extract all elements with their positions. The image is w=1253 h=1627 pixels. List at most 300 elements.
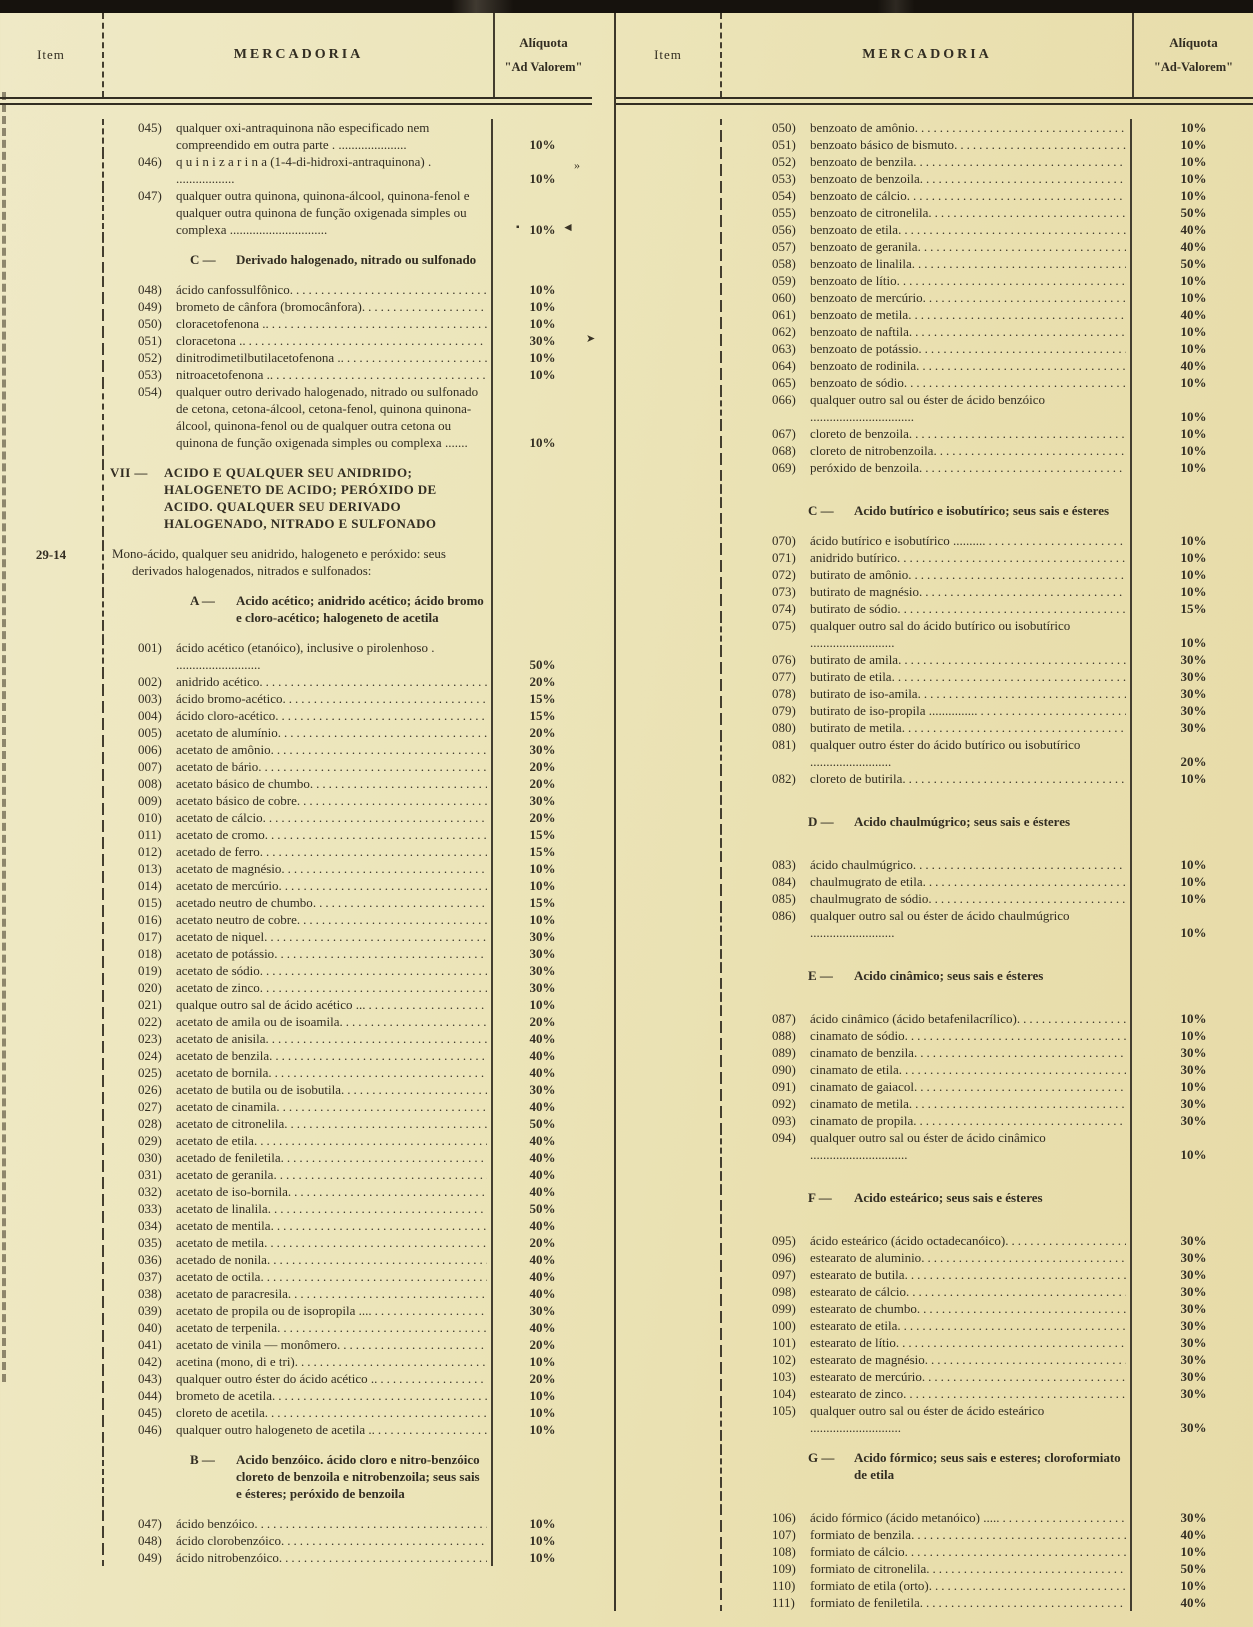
mercadoria-cell bbox=[722, 1496, 1132, 1509]
rate-value: 10% bbox=[1180, 771, 1207, 786]
rate-value: 50% bbox=[529, 1201, 556, 1216]
item-description: benzoato de mercúrio bbox=[810, 290, 923, 305]
item-row bbox=[0, 383, 592, 451]
spacer-row bbox=[616, 519, 1253, 532]
rate-value: 10% bbox=[1180, 273, 1207, 288]
rate-value: 10% bbox=[1180, 567, 1207, 582]
item-description: acetato de iso-bornila bbox=[176, 1184, 288, 1199]
mercadoria-cell bbox=[722, 1577, 1132, 1594]
item-number-column-cell bbox=[616, 1010, 722, 1027]
mercadoria-cell bbox=[104, 238, 493, 251]
item-description: qualquer oxi-antraquinona não especificado nem compreendido em outra parte . ..................... bbox=[176, 120, 430, 152]
item-number-column-cell bbox=[0, 251, 104, 268]
rate-value: 40% bbox=[529, 1286, 556, 1301]
dot-leader bbox=[295, 1353, 487, 1370]
aliquota-cell bbox=[493, 928, 592, 945]
mercadoria-cell bbox=[104, 792, 493, 809]
mercadoria-cell bbox=[104, 962, 493, 979]
dot-leader bbox=[920, 170, 1126, 187]
aliquota-cell bbox=[1132, 719, 1253, 736]
aliquota-cell bbox=[493, 1268, 592, 1285]
item-row bbox=[616, 1351, 1253, 1368]
section-heading-text: Acido fórmico; seus sais e esteres; cloroformiato de etila bbox=[854, 1450, 1121, 1482]
rate-value: 20% bbox=[529, 725, 556, 740]
aliquota-cell bbox=[493, 707, 592, 724]
item-number: 037) bbox=[138, 1269, 162, 1284]
dot-leader bbox=[904, 374, 1126, 391]
item-number-column-cell bbox=[0, 1132, 104, 1149]
item-description: benzoato de lítio bbox=[810, 273, 897, 288]
item-row bbox=[616, 1078, 1253, 1095]
rate-value: 40% bbox=[1180, 1527, 1207, 1542]
aliquota-cell bbox=[493, 1515, 592, 1532]
item-number: 045) bbox=[138, 120, 162, 135]
item-row bbox=[616, 770, 1253, 787]
aliquota-cell bbox=[1132, 1232, 1253, 1249]
dot-leader bbox=[1005, 1232, 1126, 1249]
aliquota-cell bbox=[493, 826, 592, 843]
item-row bbox=[616, 617, 1253, 651]
item-number-column-cell bbox=[0, 639, 104, 673]
rate-value: 15% bbox=[1180, 601, 1207, 616]
rate-value: 10% bbox=[529, 1516, 556, 1531]
mercadoria-cell bbox=[722, 1368, 1132, 1385]
section-heading-text: Derivado halogenado, nitrado ou sulfonado bbox=[236, 252, 477, 267]
item-number-column-cell bbox=[616, 323, 722, 340]
item-number: 099) bbox=[772, 1301, 796, 1316]
item-number: 094) bbox=[772, 1130, 796, 1145]
item-description: acetato de vinila — monômero bbox=[176, 1337, 338, 1352]
aliquota-cell bbox=[1132, 1044, 1253, 1061]
item-row bbox=[0, 1370, 592, 1387]
item-row bbox=[0, 639, 592, 673]
mercadoria-cell bbox=[722, 1163, 1132, 1176]
item-description: cinamato de propila bbox=[810, 1113, 914, 1128]
item-number-column-cell bbox=[616, 476, 722, 489]
item-row bbox=[0, 1115, 592, 1132]
item-number: 091) bbox=[772, 1079, 796, 1094]
mercadoria-cell bbox=[722, 668, 1132, 685]
dot-leader bbox=[897, 272, 1126, 289]
spacer-row bbox=[616, 984, 1253, 997]
item-description: ácido nitrobenzóico bbox=[176, 1550, 279, 1565]
mercadoria-cell bbox=[722, 830, 1132, 843]
dot-leader bbox=[264, 928, 487, 945]
item-description: formiato de etila (orto) bbox=[810, 1578, 929, 1593]
rate-value: 20% bbox=[529, 1337, 556, 1352]
mercadoria-cell bbox=[722, 941, 1132, 954]
mercadoria-cell bbox=[104, 1013, 493, 1030]
mercadoria-cell bbox=[104, 451, 493, 464]
aliquota-cell bbox=[493, 1098, 592, 1115]
spacer-row bbox=[616, 954, 1253, 967]
dot-leader bbox=[297, 792, 487, 809]
mercadoria-cell bbox=[722, 787, 1132, 800]
aliquota-cell bbox=[1132, 1010, 1253, 1027]
item-number-column-cell bbox=[616, 1351, 722, 1368]
item-number-column-cell bbox=[616, 272, 722, 289]
mercadoria-cell bbox=[722, 489, 1132, 502]
item-row bbox=[616, 702, 1253, 719]
dot-leader bbox=[242, 332, 487, 349]
item-row bbox=[0, 315, 592, 332]
item-row bbox=[616, 204, 1253, 221]
item-row bbox=[0, 877, 592, 894]
mercadoria-cell bbox=[104, 1502, 493, 1515]
item-description: qualquer outra quinona, quinona-álcool, quinona-fenol e qualquer outra quinona de função oxigenada simples ou complexa .............................. bbox=[176, 188, 470, 237]
item-description: estearato de magnésio bbox=[810, 1352, 925, 1367]
mercadoria-cell bbox=[722, 600, 1132, 617]
rate-value: 30% bbox=[1180, 1318, 1207, 1333]
item-number: 004) bbox=[138, 708, 162, 723]
rate-value: 30% bbox=[1180, 1420, 1207, 1435]
aliquota-cell bbox=[493, 268, 592, 281]
rate-value: 10% bbox=[1180, 584, 1207, 599]
item-row bbox=[0, 1149, 592, 1166]
item-description: cloreto de benzoila bbox=[810, 426, 909, 441]
mercadoria-cell bbox=[104, 860, 493, 877]
item-row bbox=[616, 459, 1253, 476]
aliquota-cell bbox=[1132, 600, 1253, 617]
item-description: acetato de terpenila bbox=[176, 1320, 278, 1335]
rate-value: 10% bbox=[1180, 460, 1207, 475]
aliquota-cell bbox=[493, 1549, 592, 1566]
dot-leader bbox=[284, 1115, 487, 1132]
aliquota-cell bbox=[1132, 204, 1253, 221]
letter-heading-row bbox=[616, 1189, 1253, 1206]
item-description: brometo de cânfora (bromocânfora) bbox=[176, 299, 362, 314]
mercadoria-cell bbox=[104, 1030, 493, 1047]
mercadoria-cell bbox=[722, 890, 1132, 907]
aliquota-cell bbox=[1132, 856, 1253, 873]
spacer-row bbox=[616, 476, 1253, 489]
item-description: benzoato de etila bbox=[810, 222, 899, 237]
dot-leader bbox=[908, 306, 1126, 323]
item-number-column-cell bbox=[616, 830, 722, 843]
item-number: 078) bbox=[772, 686, 796, 701]
mercadoria-cell bbox=[104, 707, 493, 724]
dot-leader bbox=[912, 255, 1126, 272]
item-number-column-cell bbox=[0, 1064, 104, 1081]
mercadoria-cell bbox=[722, 442, 1132, 459]
aliquota-cell bbox=[1132, 583, 1253, 600]
item-number-column-cell bbox=[0, 843, 104, 860]
aliquota-cell bbox=[1132, 489, 1253, 502]
mercadoria-cell bbox=[104, 1302, 493, 1319]
item-number: 046) bbox=[138, 1422, 162, 1437]
rate-value: 10% bbox=[1180, 857, 1207, 872]
item-number: 073) bbox=[772, 584, 796, 599]
item-number: 023) bbox=[138, 1031, 162, 1046]
aliquota-cell bbox=[1132, 997, 1253, 1010]
item-description: cloreto de acetila bbox=[176, 1405, 265, 1420]
rate-value: 30% bbox=[529, 742, 556, 757]
item-number-column-cell bbox=[0, 1387, 104, 1404]
rate-value: 30% bbox=[1180, 1369, 1207, 1384]
item-number-column-cell bbox=[616, 1283, 722, 1300]
aliquota-cell bbox=[493, 298, 592, 315]
dot-leader bbox=[259, 673, 487, 690]
item-number-column-cell bbox=[0, 1251, 104, 1268]
item-number: 111) bbox=[772, 1595, 795, 1610]
dot-leader bbox=[337, 1336, 487, 1353]
item-number-column-cell bbox=[616, 119, 722, 136]
item-number-column-cell bbox=[616, 519, 722, 532]
aliquota-cell bbox=[493, 639, 592, 673]
aliquota-cell bbox=[1132, 1027, 1253, 1044]
rate-value: 30% bbox=[1180, 669, 1207, 684]
mercadoria-cell bbox=[722, 1283, 1132, 1300]
item-description: cinamato de etila bbox=[810, 1062, 899, 1077]
aliquota-cell bbox=[1132, 1266, 1253, 1283]
aliquota-cell bbox=[493, 1319, 592, 1336]
rate-value: 40% bbox=[529, 1320, 556, 1335]
rate-value: 20% bbox=[529, 810, 556, 825]
section-heading-text: Acido cinâmico; seus sais e ésteres bbox=[854, 968, 1044, 983]
dot-leader bbox=[908, 566, 1126, 583]
mercadoria-cell bbox=[722, 502, 1132, 519]
item-row bbox=[0, 332, 592, 349]
rate-value: 10% bbox=[1180, 324, 1207, 339]
item-number-column-cell bbox=[0, 119, 104, 153]
item-row bbox=[0, 792, 592, 809]
aliquota-cell bbox=[493, 187, 592, 238]
letter-heading-row bbox=[616, 813, 1253, 830]
item-number-column-cell bbox=[0, 792, 104, 809]
rate-value: 40% bbox=[529, 1048, 556, 1063]
item-row bbox=[0, 860, 592, 877]
mercadoria-cell bbox=[722, 119, 1132, 136]
spacer-row bbox=[616, 997, 1253, 1010]
mercadoria-cell bbox=[104, 592, 493, 626]
dot-leader bbox=[368, 1302, 487, 1319]
mercadoria-cell bbox=[722, 1385, 1132, 1402]
item-number: 052) bbox=[138, 350, 162, 365]
aliquota-cell bbox=[493, 366, 592, 383]
aliquota-cell bbox=[493, 1115, 592, 1132]
item-description: estearato de lítio bbox=[810, 1335, 896, 1350]
item-row bbox=[616, 719, 1253, 736]
rate-value: 40% bbox=[529, 1150, 556, 1165]
item-number-column-cell bbox=[616, 1300, 722, 1317]
item-number: 028) bbox=[138, 1116, 162, 1131]
mercadoria-cell bbox=[722, 719, 1132, 736]
item-description: ácido clorobenzóico bbox=[176, 1533, 282, 1548]
section-letter: A — bbox=[190, 593, 215, 608]
item-description: butirato de etila bbox=[810, 669, 892, 684]
letter-heading-row bbox=[616, 1449, 1253, 1483]
section-heading-text: Acido acético; anidrido acético; ácido bromo e cloro-acético; halogeneto de acetila bbox=[236, 593, 484, 625]
item-number-column-cell bbox=[0, 877, 104, 894]
item-row bbox=[0, 843, 592, 860]
rate-value: 10% bbox=[529, 282, 556, 297]
item-description: dinitrodimetilbutilacetofenona . bbox=[176, 350, 341, 365]
dot-leader bbox=[898, 221, 1126, 238]
mercadoria-cell bbox=[104, 775, 493, 792]
item-description: cinamato de gaiacol bbox=[810, 1079, 914, 1094]
item-number: 056) bbox=[772, 222, 796, 237]
item-number: 025) bbox=[138, 1065, 162, 1080]
aliquota-cell bbox=[1132, 843, 1253, 856]
aliquota-cell bbox=[493, 1438, 592, 1451]
item-description: cloracetona . bbox=[176, 333, 243, 348]
dot-leader bbox=[923, 289, 1126, 306]
mercadoria-cell bbox=[722, 136, 1132, 153]
mercadoria-cell bbox=[104, 579, 493, 592]
aliquota-cell bbox=[1132, 1129, 1253, 1163]
mercadoria-header-label: MERCADORIA bbox=[862, 47, 992, 62]
item-number: 030) bbox=[138, 1150, 162, 1165]
aliquota-cell bbox=[1132, 1526, 1253, 1543]
item-description: qualque outro sal de ácido acético .. bbox=[176, 997, 363, 1012]
dot-leader bbox=[897, 549, 1126, 566]
item-description: acetato de potássio bbox=[176, 946, 275, 961]
item-number-column-cell bbox=[616, 1189, 722, 1206]
item-number: 082) bbox=[772, 771, 796, 786]
item-row bbox=[0, 1132, 592, 1149]
aliquota-cell bbox=[493, 690, 592, 707]
rate-value: 10% bbox=[529, 1533, 556, 1548]
column-header-item bbox=[0, 13, 104, 97]
item-row bbox=[616, 119, 1253, 136]
rate-value: 30% bbox=[1180, 1352, 1207, 1367]
aliquota-cell bbox=[493, 1387, 592, 1404]
item-description: benzoato de rodinila bbox=[810, 358, 917, 373]
aliquota-cell bbox=[1132, 1449, 1253, 1483]
dot-leader bbox=[281, 1532, 487, 1549]
item-number: 103) bbox=[772, 1369, 796, 1384]
aliquota-cell bbox=[1132, 1577, 1253, 1594]
item-row bbox=[616, 1027, 1253, 1044]
spacer-row bbox=[0, 1438, 592, 1451]
item-description: acetato de cinamila bbox=[176, 1099, 277, 1114]
letter-heading-row bbox=[0, 1451, 592, 1502]
dot-leader bbox=[911, 1526, 1126, 1543]
item-description: acetado de nonila bbox=[176, 1252, 267, 1267]
rate-value: 10% bbox=[1180, 635, 1207, 650]
rate-value: 30% bbox=[1180, 1335, 1207, 1350]
mercadoria-cell bbox=[722, 1027, 1132, 1044]
rate-value: 10% bbox=[1180, 290, 1207, 305]
letter-heading-row bbox=[616, 967, 1253, 984]
aliquota-cell bbox=[493, 1336, 592, 1353]
item-number-column-cell bbox=[616, 549, 722, 566]
rate-value: 10% bbox=[1180, 1028, 1207, 1043]
item-description: acetato de mentila bbox=[176, 1218, 271, 1233]
section-letter: VII — bbox=[110, 465, 148, 480]
dot-leader bbox=[899, 1061, 1126, 1078]
dot-leader bbox=[264, 1234, 487, 1251]
item-number-column-cell bbox=[0, 1217, 104, 1234]
item-row bbox=[0, 119, 592, 153]
rate-value: 30% bbox=[529, 963, 556, 978]
mercadoria-cell bbox=[104, 1166, 493, 1183]
dot-leader bbox=[954, 136, 1126, 153]
item-description: q u i n i z a r i n a (1-4-di-hidroxi-antraquinona) . .................. bbox=[176, 154, 432, 186]
item-row bbox=[616, 374, 1253, 391]
item-number-column-cell bbox=[0, 1353, 104, 1370]
item-row bbox=[0, 724, 592, 741]
aliquota-cell bbox=[1132, 1496, 1253, 1509]
mercadoria-cell bbox=[722, 1334, 1132, 1351]
item-row bbox=[0, 1064, 592, 1081]
aliquota-cell bbox=[1132, 830, 1253, 843]
spacer-row bbox=[616, 941, 1253, 954]
item-number: 063) bbox=[772, 341, 796, 356]
mercadoria-cell bbox=[722, 476, 1132, 489]
item-number: 098) bbox=[772, 1284, 796, 1299]
aliquota-cell bbox=[1132, 617, 1253, 651]
item-number-column-cell bbox=[0, 1502, 104, 1515]
section-letter: G — bbox=[808, 1450, 835, 1465]
item-row bbox=[0, 945, 592, 962]
item-number-column-cell bbox=[616, 1368, 722, 1385]
item-number-column-cell bbox=[616, 391, 722, 425]
aliquota-cell bbox=[493, 1285, 592, 1302]
item-row bbox=[616, 425, 1253, 442]
item-description: nitroacetofenona . bbox=[176, 367, 270, 382]
mercadoria-cell bbox=[722, 1317, 1132, 1334]
item-number-column-cell bbox=[616, 1176, 722, 1189]
item-row bbox=[616, 1560, 1253, 1577]
item-row bbox=[616, 1509, 1253, 1526]
item-number: 020) bbox=[138, 980, 162, 995]
mercadoria-cell bbox=[722, 1351, 1132, 1368]
item-description: benzoato de linalila bbox=[810, 256, 912, 271]
item-description: benzoato de cálcio bbox=[810, 188, 907, 203]
aliquota-header-label: Alíquota bbox=[519, 35, 568, 50]
mercadoria-cell bbox=[104, 268, 493, 281]
item-number-column-cell bbox=[616, 255, 722, 272]
mercadoria-cell bbox=[722, 1560, 1132, 1577]
item-row bbox=[616, 600, 1253, 617]
item-number-column-cell bbox=[616, 617, 722, 651]
item-description: butirato de metila bbox=[810, 720, 902, 735]
aliquota-cell bbox=[493, 809, 592, 826]
rate-value: 10% bbox=[1180, 341, 1207, 356]
item-number-column-cell bbox=[616, 306, 722, 323]
item-number: 049) bbox=[138, 299, 162, 314]
aliquota-cell bbox=[493, 1149, 592, 1166]
item-row bbox=[0, 911, 592, 928]
item-description: benzoato de benzoila bbox=[810, 171, 920, 186]
aliquota-cell bbox=[1132, 238, 1253, 255]
aliquota-cell bbox=[493, 1030, 592, 1047]
rate-value: 10% bbox=[529, 299, 556, 314]
item-row bbox=[616, 1283, 1253, 1300]
aliquota-cell bbox=[1132, 736, 1253, 770]
aliquota-cell bbox=[493, 579, 592, 592]
mercadoria-cell bbox=[722, 306, 1132, 323]
rate-value: 10% bbox=[529, 997, 556, 1012]
rate-value: 50% bbox=[1180, 205, 1207, 220]
item-row bbox=[616, 1368, 1253, 1385]
mercadoria-cell bbox=[722, 1449, 1132, 1483]
dot-leader bbox=[909, 323, 1126, 340]
item-number-column-cell bbox=[616, 873, 722, 890]
item-row bbox=[616, 289, 1253, 306]
aliquota-cell bbox=[493, 792, 592, 809]
dot-leader bbox=[902, 770, 1126, 787]
rate-value: 40% bbox=[529, 1269, 556, 1284]
item-row bbox=[616, 1317, 1253, 1334]
item-number-column-cell bbox=[616, 566, 722, 583]
item-number-column-cell bbox=[616, 1385, 722, 1402]
aliquota-cell bbox=[1132, 1351, 1253, 1368]
item-description: estearato de zinco bbox=[810, 1386, 904, 1401]
aliquota-cell bbox=[493, 962, 592, 979]
item-row bbox=[0, 1047, 592, 1064]
